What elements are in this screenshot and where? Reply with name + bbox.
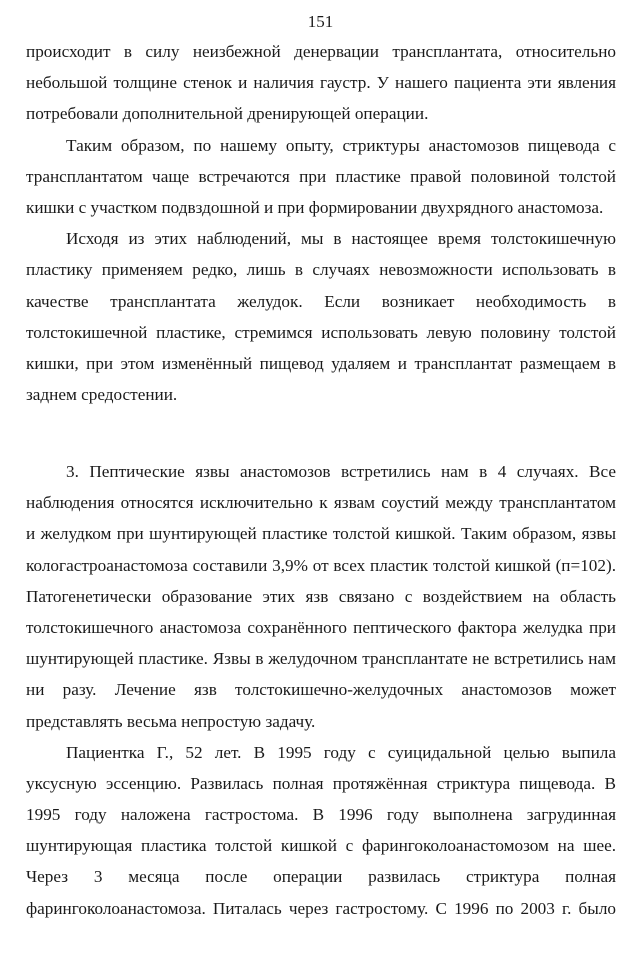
text-line: уксусную эссенцию. Развилась полная протяжённая стриктура пищевода. В — [26, 773, 616, 793]
text-line: качестве трансплантата желудок. Если возникает необходимость в — [26, 291, 616, 311]
text-line: Пациентка Г., 52 лет. В 1995 году с суицидальной целью выпила — [66, 742, 616, 762]
text-line: потребовали дополнительной дренирующей операции. — [26, 104, 429, 124]
text-line: толстокишечной пластике, стремимся использовать левую половину толстой — [26, 322, 616, 342]
text-line: заднем средостении. — [26, 385, 178, 405]
text-line: кологастроанастомоза составили 3,9% от всех пластик толстой кишкой (п=102). — [26, 555, 616, 575]
text-line: 1995 году наложена гастростома. В 1996 году выполнена загрудинная — [26, 805, 616, 825]
text-block-top — [26, 36, 616, 410]
page-number: 151 — [307, 12, 334, 31]
text-line: шунтирующей пластике. Язвы в желудочном трансплантате не встретились нам — [26, 649, 616, 669]
text-line: ни разу. Лечение язв толстокишечно-желудочных анастомозов может — [26, 680, 616, 700]
text-line: происходит в силу неизбежной денервации трансплантата, относительно — [26, 42, 616, 61]
text-line: представлять весьма непростую задачу. — [26, 711, 316, 731]
text-line: Через 3 месяца после операции развилась стриктура полная — [26, 867, 616, 887]
paragraph-observations — [26, 223, 616, 410]
text-line: Патогенетически образование этих язв связано с воздействием на область — [26, 586, 616, 606]
text-line: 3. Пептические язвы анастомозов встретились нам в 4 случаях. Все — [66, 462, 616, 481]
paragraph-patient-case — [26, 737, 616, 924]
text-line: пластику применяем редко, лишь в случаях невозможности использовать в — [26, 260, 616, 280]
paragraph-peptic-ulcers — [26, 456, 616, 737]
text-line: кишки с участком подвздошной и при формировании двухрядного анастомоза. — [26, 197, 604, 217]
text-line: наблюдения относятся исключительно к язвам соустий между трансплантатом — [26, 493, 616, 513]
text-line: небольшой толщине стенок и наличия гаустр. У нашего пациента эти явления — [26, 73, 616, 93]
text-line: кишки, при этом изменённый пищевод удаляем и трансплантат размещаем в — [26, 353, 616, 373]
text-block-bottom — [26, 456, 616, 924]
text-line: Таким образом, по нашему опыту, стриктуры анастомозов пищевода с — [66, 135, 616, 155]
text-line: шунтирующая пластика толстой кишкой с фарингоколоанастомозом на шее. — [26, 836, 616, 856]
text-line: трансплантатом чаще встречаются при пластике правой половиной толстой — [26, 166, 616, 186]
paragraph-strictures — [26, 130, 616, 224]
text-line: фарингоколоанастомоза. Питалась через гастростому. С 1996 по 2003 г. было — [26, 898, 616, 918]
paragraph-continuation — [26, 36, 616, 130]
text-line: и желудком при шунтирующей пластике толстой кишкой. Таким образом, язвы — [26, 524, 616, 544]
text-line: Исходя из этих наблюдений, мы в настоящее время толстокишечную — [66, 229, 616, 249]
text-line: толстокишечного анастомоза сохранённого пептического фактора желудка при — [26, 617, 616, 637]
